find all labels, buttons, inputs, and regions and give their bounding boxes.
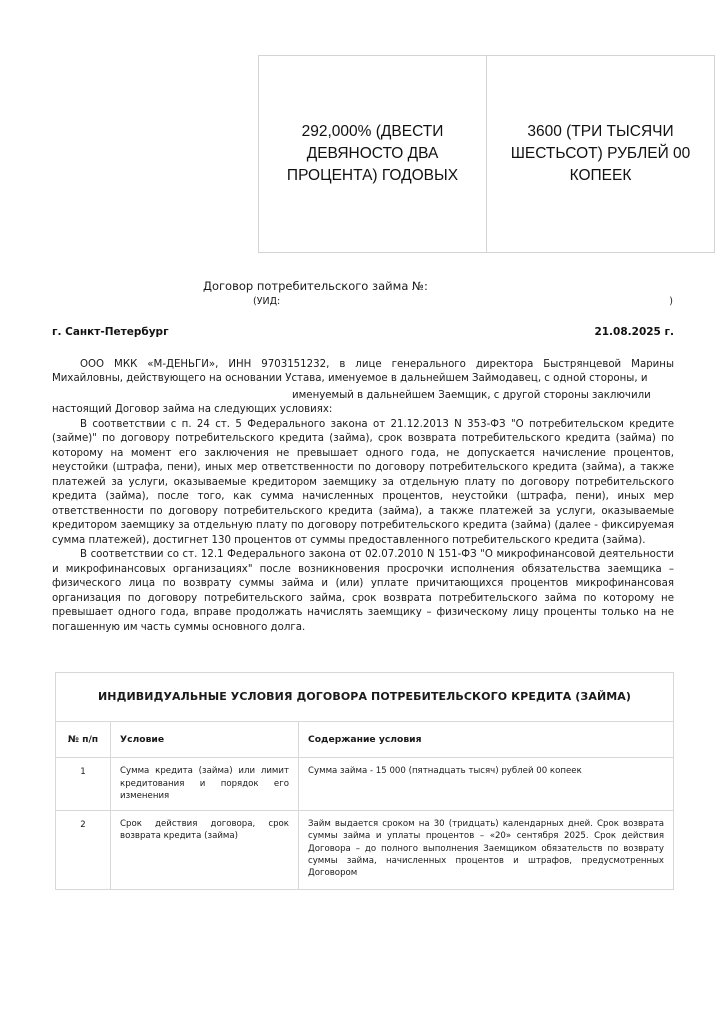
uid-close-paren: ) [669,296,673,307]
column-header-number: № п/п [56,721,111,757]
row-content: Сумма займа - 15 000 (пятнадцать тысяч) рублей 00 копеек [299,758,674,810]
row-number: 1 [56,758,111,810]
intro-paragraph-part2: именуемый в дальнейшем Заемщик, с другой стороны заключили [292,389,651,401]
conditions-header-row [56,721,674,757]
column-header-content: Содержание условия [299,721,674,757]
table-row [56,810,674,889]
document-uid-row [253,295,673,309]
page-title: Договор потребительского займа №: [203,279,428,293]
law-151-paragraph: В соответствии со ст. 12.1 Федерального закона от 02.07.2010 N 151-ФЗ "О микрофинансовой деятельности и микрофинансовых организациях" после возникновения просрочки исполнения обязательства заемщика – физического лица по возврату суммы займа и (или) уплате причитающихся процентов микрофинансовая организация по договору потребительского займа, срок возврата потребительского займа по которому не превышает одного года, вправе продолжать начислять заемщику – физическому лицу проценты только на не погашенную им часть суммы основного долга. [52,549,674,633]
column-header-condition: Условие [111,721,299,757]
row-condition: Срок действия договора, срок возврата кредита (займа) [111,810,299,889]
individual-conditions-table [55,672,674,890]
table-row [56,758,674,810]
interest-amount-cell: 3600 (ТРИ ТЫСЯЧИ ШЕСТЬСОТ) РУБЛЕЙ 00 КОПЕЕК [487,56,715,253]
city-date-row [52,326,674,338]
conditions-title-row [56,673,674,722]
row-content: Займ выдается сроком на 30 (тридцать) календарных дней. Срок возврата суммы займа и уплаты процентов – «20» сентября 2025. Срок действия Договора – до полного выполнения Заемщиком обязательств по возврату суммы займа, начисленных процентов и штрафов, предусмотренных Договором [299,810,674,889]
conditions-table-title: ИНДИВИДУАЛЬНЫЕ УСЛОВИЯ ДОГОВОРА ПОТРЕБИТЕЛЬСКОГО КРЕДИТА (ЗАЙМА) [56,673,674,722]
row-number: 2 [56,810,111,889]
row-condition: Сумма кредита (займа) или лимит кредитования и порядок его изменения [111,758,299,810]
document-body [52,358,674,635]
intro-paragraph-part1: ООО МКК «М-ДЕНЬГИ», ИНН 9703151232, в лице генерального директора Быстрянцевой Марины Михайловны, действующего на основании Устава, именуемое в дальнейшем Займодавец, с одной стороны, и [52,359,674,385]
city-label: г. Санкт-Петербург [52,326,169,338]
table-row [259,56,715,253]
uid-label: (УИД: [253,296,281,307]
interest-rate-cell: 292,000% (ДВЕСТИ ДЕВЯНОСТО ДВА ПРОЦЕНТА) ГОДОВЫХ [259,56,487,253]
intro-paragraph-part3: настоящий Договор займа на следующих условиях: [52,404,333,416]
law-353-paragraph: В соответствии с п. 24 ст. 5 Федерального закона от 21.12.2013 N 353-ФЗ "О потребительском кредите (займе)" по договору потребительского кредита (займа), срок возврата потребительского кредита (займа) по которому на момент его заключения не превышает одного года, не допускается начисление процентов, неустойки (штрафа, пени), иных мер ответственности по договору потребительского кредита (займа), а также платежей за услуги, оказываемые кредитором заемщику за отдельную плату по договору потребительского кредита (займа), после того, как сумма начисленных процентов, неустойки (штрафа, пени), иных мер ответственности по договору потребительского кредита (займа), а также платежей за услуги, оказываемые кредитором заемщику за отдельную плату по договору потребительского кредита (займа) (далее - фиксируемая сумма платежей), достигнет 130 процентов от суммы предоставленного потребительского кредита (займа). [52,418,674,546]
rate-summary-table [258,55,715,253]
date-label: 21.08.2025 г. [594,326,674,338]
